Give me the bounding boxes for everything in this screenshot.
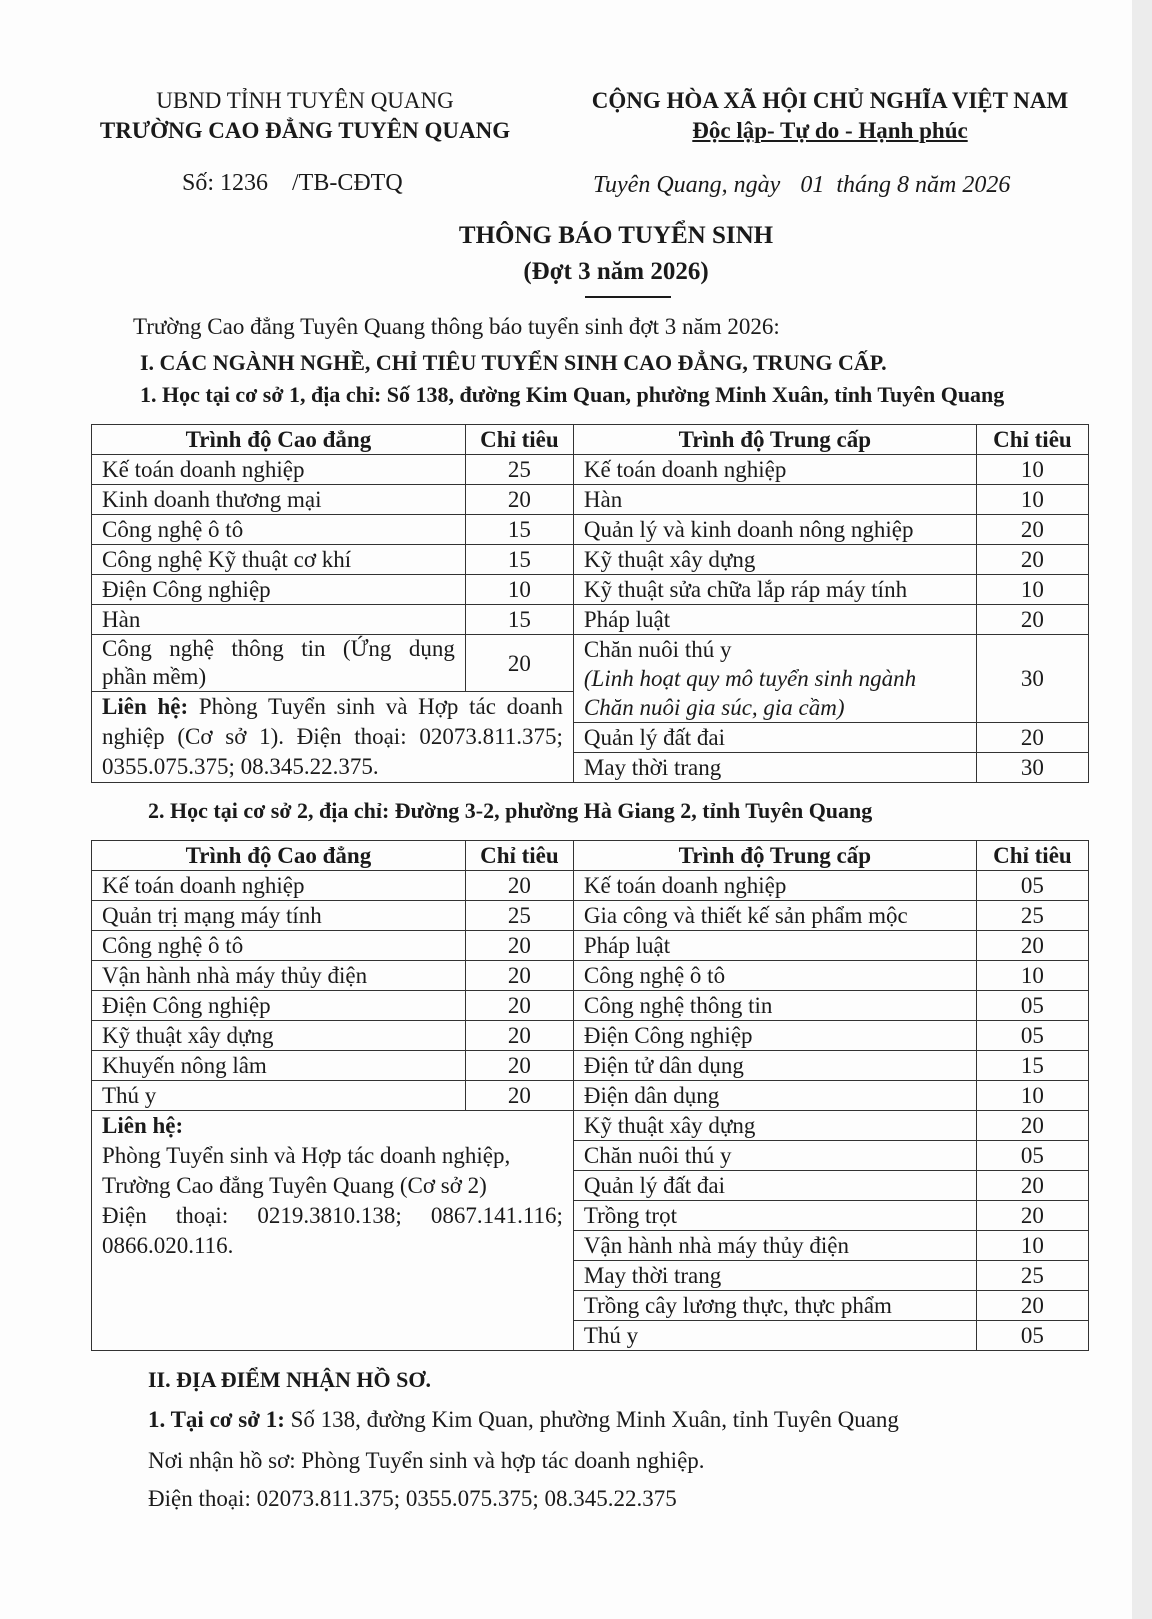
table-row — [92, 515, 1089, 545]
intermediate-program: Hàn — [573, 485, 976, 515]
intermediate-quota: 05 — [976, 1321, 1088, 1351]
intermediate-quota: 20 — [976, 515, 1088, 545]
intermediate-program: Gia công và thiết kế sản phẩm mộc — [573, 901, 976, 931]
table-row — [92, 901, 1089, 931]
campus1-address — [148, 1407, 899, 1433]
title-underline — [585, 296, 671, 298]
college-program: Điện Công nghiệp — [92, 991, 466, 1021]
college-program: Điện Công nghiệp — [92, 575, 466, 605]
intermediate-program: Chăn nuôi thú y — [573, 1141, 976, 1171]
table-row — [92, 871, 1089, 901]
intermediate-program: Thú y — [573, 1321, 976, 1351]
intermediate-program: Quản lý đất đai — [573, 1171, 976, 1201]
intermediate-program: Điện Công nghiệp — [573, 1021, 976, 1051]
reference-number — [182, 170, 403, 197]
table-header-row — [92, 841, 1089, 871]
college-quota: 20 — [465, 871, 573, 901]
college-quota: 20 — [465, 635, 573, 692]
intermediate-quota: 20 — [976, 723, 1088, 753]
college-quota: 20 — [465, 961, 573, 991]
college-program: Hàn — [92, 605, 466, 635]
college-program: Khuyến nông lâm — [92, 1051, 466, 1081]
college-quota: 20 — [465, 1021, 573, 1051]
campus1-quota-table — [91, 424, 1089, 783]
table-header-row — [92, 425, 1089, 455]
college-program: Vận hành nhà máy thủy điện — [92, 961, 466, 991]
intermediate-program: Kỹ thuật xây dựng — [573, 545, 976, 575]
college-quota: 25 — [465, 901, 573, 931]
intermediate-quota: 05 — [976, 1021, 1088, 1051]
intermediate-quota: 10 — [976, 455, 1088, 485]
college-quota: 25 — [465, 455, 573, 485]
table-row — [92, 605, 1089, 635]
national-header — [560, 86, 1100, 146]
contact-text: Phòng Tuyển sinh và Hợp tác doanh nghiệp, — [102, 1143, 511, 1168]
campus1-heading: 1. Học tại cơ sở 1, địa chỉ: Số 138, đường Kim Quan, phường Minh Xuân, tỉnh Tuyên Quang — [140, 382, 1005, 407]
intermediate-program: Quản lý đất đai — [573, 723, 976, 753]
intermediate-quota: 10 — [976, 961, 1088, 991]
issue-date — [593, 172, 1010, 199]
program-note-line: (Linh hoạt quy mô tuyển sinh ngành — [583, 666, 917, 691]
intermediate-quota: 05 — [976, 871, 1088, 901]
contact-text: Phòng Tuyển sinh và Hợp tác doanh — [188, 694, 563, 719]
intermediate-program: Pháp luật — [573, 931, 976, 961]
table-row — [92, 545, 1089, 575]
intermediate-program: Vận hành nhà máy thủy điện — [573, 1231, 976, 1261]
table-row — [92, 455, 1089, 485]
table-row — [92, 635, 1089, 692]
table-row — [92, 575, 1089, 605]
reference-value: 1236 — [220, 170, 269, 196]
column-header: Trình độ Trung cấp — [573, 841, 976, 871]
college-quota: 10 — [465, 575, 573, 605]
contact-phone: Điện thoại: 02073.811.375; 0355.075.375; 08.345.22.375 — [148, 1486, 677, 1511]
receiving-office: Nơi nhận hồ sơ: Phòng Tuyển sinh và hợp tác doanh nghiệp. — [148, 1448, 705, 1473]
intermediate-quota: 20 — [976, 931, 1088, 961]
page-edge — [1132, 0, 1152, 1619]
college-program: Kế toán doanh nghiệp — [92, 871, 466, 901]
campus1-address-text: Số 138, đường Kim Quan, phường Minh Xuân, tỉnh Tuyên Quang — [284, 1407, 899, 1432]
intermediate-program: Điện tử dân dụng — [573, 1051, 976, 1081]
intermediate-quota: 30 — [976, 753, 1088, 783]
intermediate-program: Công nghệ ô tô — [573, 961, 976, 991]
intermediate-quota: 20 — [976, 1201, 1088, 1231]
intermediate-quota: 10 — [976, 575, 1088, 605]
contact-label: Liên hệ: — [102, 694, 189, 719]
intermediate-quota: 20 — [976, 605, 1088, 635]
intermediate-program: May thời trang — [573, 753, 976, 783]
table-row — [92, 485, 1089, 515]
contact-text: Trường Cao đẳng Tuyên Quang (Cơ sở 2) — [102, 1173, 487, 1198]
intro-text: Trường Cao đẳng Tuyên Quang thông báo tuyển sinh đợt 3 năm 2026: — [133, 314, 780, 339]
issuer-authority: UBND TỈNH TUYÊN QUANG — [156, 88, 454, 113]
section1-heading: I. CÁC NGÀNH NGHỀ, CHỈ TIÊU TUYỂN SINH CAO ĐẲNG, TRUNG CẤP. — [140, 350, 887, 375]
column-header: Chỉ tiêu — [976, 841, 1088, 871]
contact-text: 0866.020.116. — [102, 1233, 234, 1258]
intermediate-quota: 20 — [976, 1111, 1088, 1141]
intermediate-quota: 25 — [976, 1261, 1088, 1291]
college-program: Công nghệ ô tô — [92, 515, 466, 545]
college-program: Kế toán doanh nghiệp — [92, 455, 466, 485]
college-quota: 20 — [465, 991, 573, 1021]
contact-text: nghiệp (Cơ sở 1). Điện thoại: 02073.811.375; — [102, 724, 563, 749]
reference-suffix: /TB-CĐTQ — [292, 170, 403, 196]
intermediate-program: Kỹ thuật sửa chữa lắp ráp máy tính — [573, 575, 976, 605]
campus2-heading: 2. Học tại cơ sở 2, địa chỉ: Đường 3-2, phường Hà Giang 2, tỉnh Tuyên Quang — [148, 798, 873, 823]
intermediate-quota: 10 — [976, 1231, 1088, 1261]
intermediate-quota: 10 — [976, 485, 1088, 515]
table-row — [92, 1021, 1089, 1051]
college-quota: 20 — [465, 1051, 573, 1081]
program-name-line: Chăn nuôi thú y — [583, 637, 732, 662]
document-subtitle: (Đợt 3 năm 2026) — [523, 258, 709, 285]
campus2-contact — [92, 1111, 574, 1351]
contact-text: Điện thoại: 0219.3810.138; 0867.141.116; — [102, 1203, 563, 1228]
column-header: Trình độ Cao đẳng — [92, 841, 466, 871]
intermediate-quota: 25 — [976, 901, 1088, 931]
intermediate-program: Pháp luật — [573, 605, 976, 635]
table-row — [92, 1111, 1089, 1141]
college-quota: 20 — [465, 1081, 573, 1111]
column-header: Trình độ Trung cấp — [573, 425, 976, 455]
table-row — [92, 991, 1089, 1021]
intermediate-quota: 05 — [976, 991, 1088, 1021]
college-quota: 20 — [465, 931, 573, 961]
college-quota: 15 — [465, 545, 573, 575]
contact-text: 0355.075.375; 08.345.22.375. — [102, 754, 379, 779]
intermediate-program: Quản lý và kinh doanh nông nghiệp — [573, 515, 976, 545]
contact-label: Liên hệ: — [102, 1113, 184, 1138]
intermediate-quota: 20 — [976, 545, 1088, 575]
intermediate-program: Điện dân dụng — [573, 1081, 976, 1111]
college-quota: 15 — [465, 605, 573, 635]
intermediate-quota: 20 — [976, 1171, 1088, 1201]
intermediate-program: May thời trang — [573, 1261, 976, 1291]
college-program: Quản trị mạng máy tính — [92, 901, 466, 931]
college-program: Công nghệ Kỹ thuật cơ khí — [92, 545, 466, 575]
intermediate-program — [573, 635, 976, 723]
intermediate-quota: 05 — [976, 1141, 1088, 1171]
campus1-label: 1. Tại cơ sở 1: — [148, 1407, 285, 1432]
date-day: 01 — [800, 172, 825, 198]
column-header: Chỉ tiêu — [976, 425, 1088, 455]
intermediate-quota: 30 — [976, 635, 1088, 723]
intermediate-quota: 20 — [976, 1291, 1088, 1321]
program-note-line: Chăn nuôi gia súc, gia cầm) — [583, 695, 845, 720]
issuer-header — [70, 86, 540, 146]
column-header: Chỉ tiêu — [465, 425, 573, 455]
date-place: Tuyên Quang, ngày — [593, 172, 781, 198]
college-program: Thú y — [92, 1081, 466, 1111]
table-row — [92, 1051, 1089, 1081]
column-header: Trình độ Cao đẳng — [92, 425, 466, 455]
college-program: Công nghệ ô tô — [92, 931, 466, 961]
date-month-year: tháng 8 năm 2026 — [836, 172, 1011, 198]
college-quota: 15 — [465, 515, 573, 545]
college-quota: 20 — [465, 485, 573, 515]
college-program: Kỹ thuật xây dựng — [92, 1021, 466, 1051]
program-name-line: phần mềm) — [102, 664, 207, 689]
intermediate-program: Kỹ thuật xây dựng — [573, 1111, 976, 1141]
national-motto: Độc lập- Tự do - Hạnh phúc — [692, 118, 968, 143]
campus2-quota-table — [91, 840, 1089, 1351]
intermediate-program: Trồng cây lương thực, thực phẩm — [573, 1291, 976, 1321]
section2-heading: II. ĐỊA ĐIỂM NHẬN HỒ SƠ. — [148, 1367, 431, 1392]
national-name: CỘNG HÒA XÃ HỘI CHỦ NGHĨA VIỆT NAM — [591, 88, 1069, 113]
table-row — [92, 961, 1089, 991]
intermediate-program: Trồng trọt — [573, 1201, 976, 1231]
table-row — [92, 1081, 1089, 1111]
issuer-school: TRƯỜNG CAO ĐẲNG TUYÊN QUANG — [99, 118, 511, 143]
intermediate-program: Kế toán doanh nghiệp — [573, 455, 976, 485]
program-name-line: Công nghệ thông tin (Ứng dụng — [102, 636, 455, 661]
intermediate-quota: 15 — [976, 1051, 1088, 1081]
document-title: THÔNG BÁO TUYỂN SINH — [458, 222, 774, 249]
table-row — [92, 931, 1089, 961]
college-program: Kinh doanh thương mại — [92, 485, 466, 515]
intermediate-program: Kế toán doanh nghiệp — [573, 871, 976, 901]
intermediate-program: Công nghệ thông tin — [573, 991, 976, 1021]
column-header: Chỉ tiêu — [465, 841, 573, 871]
campus1-contact — [92, 692, 574, 783]
intermediate-quota: 10 — [976, 1081, 1088, 1111]
reference-prefix: Số: — [182, 170, 221, 196]
college-program — [92, 635, 466, 692]
